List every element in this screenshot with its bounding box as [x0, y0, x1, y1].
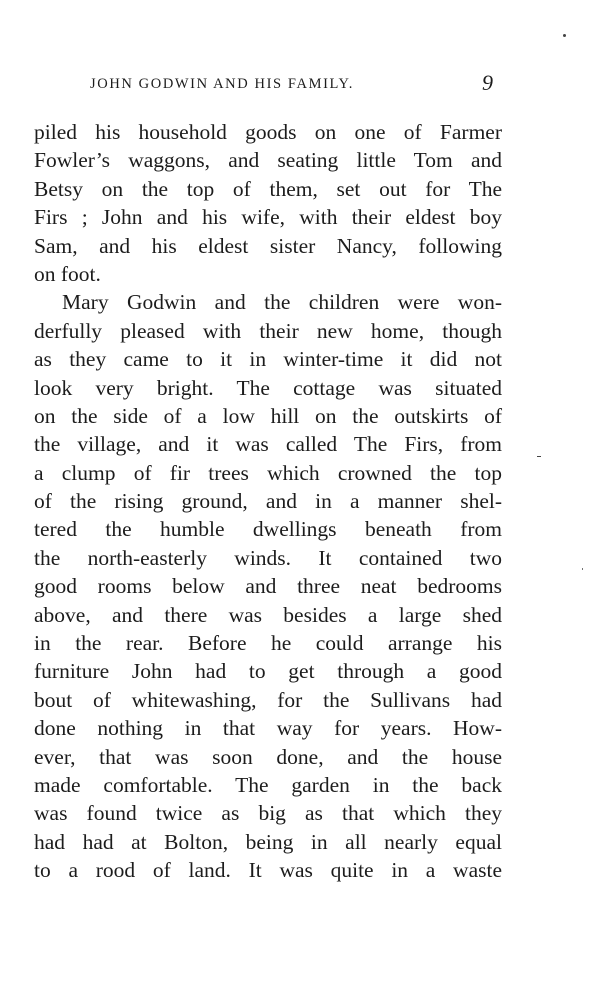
text-line: a clump of fir trees which crowned the top — [34, 460, 502, 485]
text-line: the north-easterly winds. It contained two — [34, 545, 502, 570]
text-line: ever, that was soon done, and the house — [34, 744, 502, 769]
text-line: Firs ; John and his wife, with their eldest boy — [34, 205, 502, 230]
scan-speck — [537, 456, 541, 457]
text-line: on foot. — [34, 261, 101, 286]
text-line: Sam, and his eldest sister Nancy, following — [34, 233, 502, 258]
text-line: to a rood of land. It was quite in a waste — [34, 858, 502, 883]
text-line: Mary Godwin and the children were won- — [62, 290, 502, 315]
text-line: derfully pleased with their new home, though — [34, 318, 502, 343]
text-line: the village, and it was called The Firs, from — [34, 432, 502, 457]
text-line: above, and there was besides a large shed — [34, 602, 502, 627]
scan-speck — [582, 568, 583, 570]
page-header — [90, 70, 530, 100]
text-line: Betsy on the top of them, set out for The — [34, 176, 502, 201]
text-line: good rooms below and three neat bedrooms — [34, 574, 502, 599]
text-line: in the rear. Before he could arrange his — [34, 631, 502, 656]
text-line: bout of whitewashing, for the Sullivans had — [34, 687, 502, 712]
text-line: had had at Bolton, being in all nearly equal — [34, 829, 502, 854]
scan-speck — [563, 34, 566, 37]
text-line: on the side of a low hill on the outskirts of — [34, 403, 502, 428]
text-line: was found twice as big as that which they — [34, 801, 502, 826]
text-line: Fowler’s waggons, and seating little Tom and — [34, 148, 502, 173]
text-line: of the rising ground, and in a manner shel- — [34, 489, 502, 514]
text-line: piled his household goods on one of Farmer — [34, 120, 502, 144]
body-text — [34, 118, 502, 885]
text-line: furniture John had to get through a good — [34, 659, 502, 684]
text-line: done nothing in that way for years. How- — [34, 716, 502, 741]
text-line: look very bright. The cottage was situated — [34, 375, 502, 400]
text-line: made comfortable. The garden in the back — [34, 772, 502, 797]
text-line: tered the humble dwellings beneath from — [34, 517, 502, 542]
text-line: as they came to it in winter-time it did not — [34, 347, 502, 372]
page-number: 9 — [482, 70, 493, 95]
running-title: JOHN GODWIN AND HIS FAMILY. — [90, 76, 354, 92]
